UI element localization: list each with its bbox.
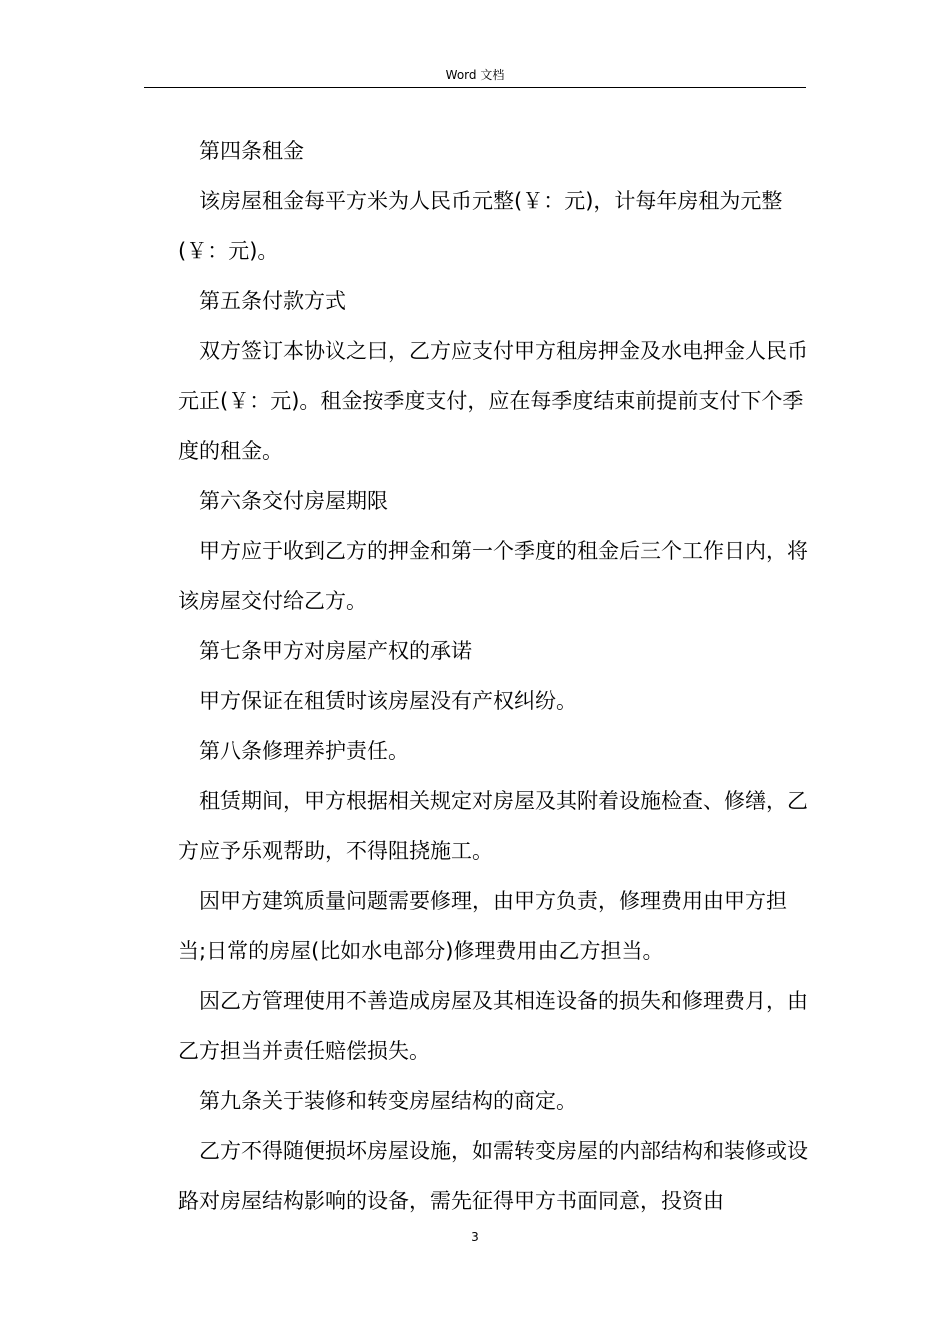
paragraph: 该房屋租金每平方米为人民币元整(￥：元)，计每年房租为元整(￥：元)。	[178, 189, 783, 263]
page-header: Word 文档	[445, 68, 505, 82]
article-heading: 第七条甲方对房屋产权的承诺	[199, 639, 472, 663]
paragraph: 因乙方管理使用不善造成房屋及其相连设备的损失和修理费月，由乙方担当并责任赔偿损失。	[178, 989, 808, 1063]
page-number: 3	[471, 1230, 479, 1244]
paragraph: 甲方应于收到乙方的押金和第一个季度的租金后三个工作日内，将该房屋交付给乙方。	[178, 539, 808, 613]
article-heading: 第六条交付房屋期限	[199, 489, 388, 513]
paragraph: 双方签订本协议之曰，乙方应支付甲方租房押金及水电押金人民币元正(￥：元)。租金按季度支付，应在每季度结束前提前支付下个季度的租金。	[178, 339, 808, 463]
article-heading: 第四条租金	[199, 139, 304, 163]
paragraph: 因甲方建筑质量问题需要修理，由甲方负责，修理费用由甲方担当;日常的房屋(比如水电部分)修理费用由乙方担当。	[178, 889, 787, 963]
document-body	[178, 126, 808, 1226]
article-heading: 第九条关于装修和转变房屋结构的商定。	[199, 1089, 577, 1113]
article-heading: 第五条付款方式	[199, 289, 346, 313]
article-heading: 第八条修理养护责任。	[199, 739, 409, 763]
paragraph: 乙方不得随便损坏房屋设施，如需转变房屋的内部结构和装修或设路对房屋结构影响的设备，需先征得甲方书面同意，投资由	[178, 1139, 808, 1213]
header-divider	[144, 87, 806, 88]
paragraph: 甲方保证在租赁时该房屋没有产权纠纷。	[199, 689, 577, 713]
paragraph: 租赁期间，甲方根据相关规定对房屋及其附着设施检查、修缮，乙方应予乐观帮助，不得阻挠施工。	[178, 789, 808, 863]
